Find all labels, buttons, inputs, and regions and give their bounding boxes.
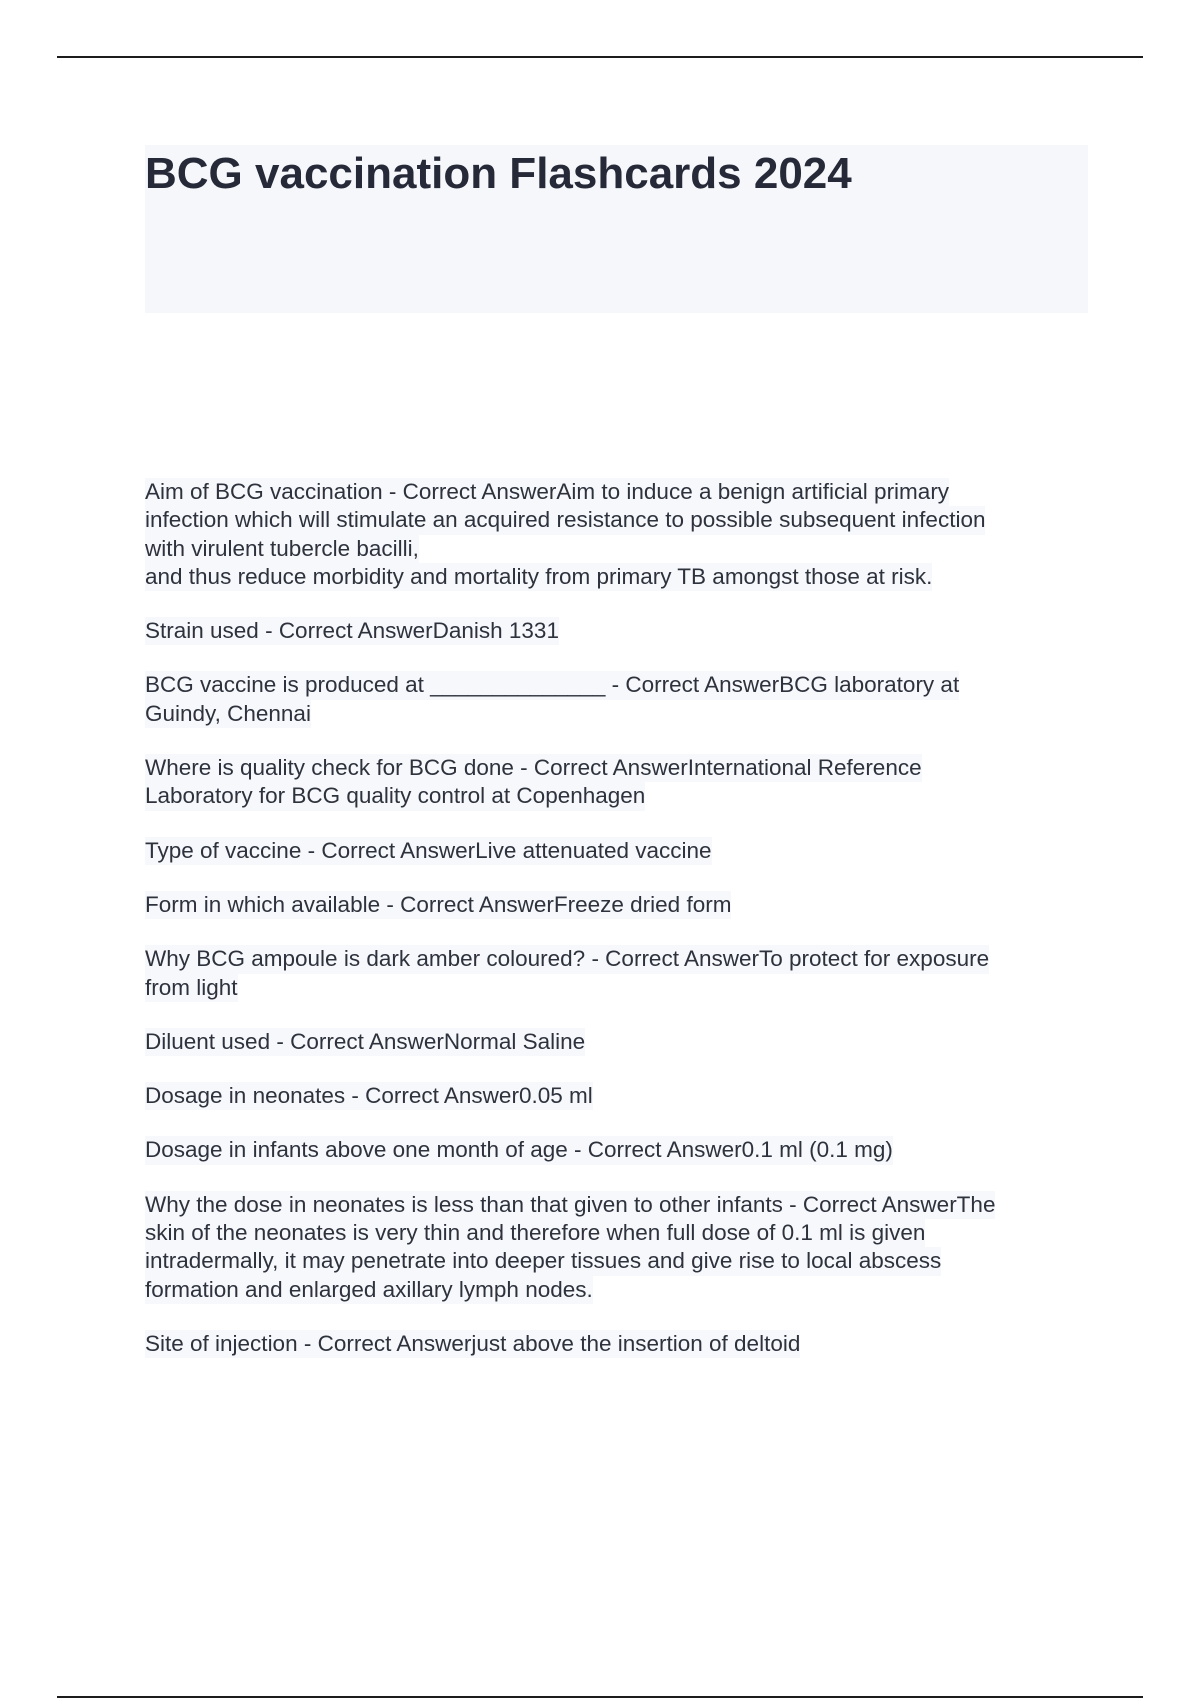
flashcard-line: Strain used - Correct AnswerDanish 1331 bbox=[145, 617, 559, 645]
flashcard-form bbox=[145, 891, 1075, 919]
flashcard-line: Why BCG ampoule is dark amber coloured? - Correct AnswerTo protect for exposure bbox=[145, 945, 989, 973]
flashcard-line: intradermally, it may penetrate into deeper tissues and give rise to local abscess bbox=[145, 1247, 941, 1275]
flashcard-line: and thus reduce morbidity and mortality from primary TB amongst those at risk. bbox=[145, 563, 932, 591]
flashcard-line: Form in which available - Correct AnswerFreeze dried form bbox=[145, 891, 731, 919]
bottom-divider bbox=[57, 1696, 1143, 1698]
flashcard-quality-check bbox=[145, 754, 1075, 811]
flashcard-vaccine-type bbox=[145, 837, 1075, 865]
flashcard-line: BCG vaccine is produced at ______________ - Correct AnswerBCG laboratory at bbox=[145, 671, 959, 699]
flashcard-diluent bbox=[145, 1028, 1075, 1056]
flashcard-line: Dosage in neonates - Correct Answer0.05 ml bbox=[145, 1082, 593, 1110]
flashcard-line: formation and enlarged axillary lymph nodes. bbox=[145, 1276, 593, 1304]
flashcard-line: with virulent tubercle bacilli, bbox=[145, 535, 419, 563]
flashcard-line: Guindy, Chennai bbox=[145, 700, 311, 728]
flashcard-line: skin of the neonates is very thin and therefore when full dose of 0.1 ml is given bbox=[145, 1219, 925, 1247]
flashcard-aim bbox=[145, 478, 1075, 591]
flashcard-line: Site of injection - Correct Answerjust above the insertion of deltoid bbox=[145, 1330, 800, 1358]
flashcard-line: Dosage in infants above one month of age - Correct Answer0.1 ml (0.1 mg) bbox=[145, 1136, 893, 1164]
flashcard-line: infection which will stimulate an acquired resistance to possible subsequent infection bbox=[145, 506, 985, 534]
flashcard-ampoule-colour bbox=[145, 945, 1075, 1002]
flashcard-dosage-infants bbox=[145, 1136, 1075, 1164]
top-divider bbox=[57, 56, 1143, 58]
flashcard-strain bbox=[145, 617, 1075, 645]
flashcard-line: Where is quality check for BCG done - Correct AnswerInternational Reference bbox=[145, 754, 922, 782]
flashcard-line: Why the dose in neonates is less than that given to other infants - Correct AnswerThe bbox=[145, 1191, 995, 1219]
flashcard-list bbox=[145, 478, 1075, 1384]
flashcard-produced-at bbox=[145, 671, 1075, 728]
flashcard-line: Diluent used - Correct AnswerNormal Saline bbox=[145, 1028, 585, 1056]
flashcard-line: Type of vaccine - Correct AnswerLive attenuated vaccine bbox=[145, 837, 712, 865]
flashcard-injection-site bbox=[145, 1330, 1075, 1358]
flashcard-line: from light bbox=[145, 974, 238, 1002]
flashcard-dose-difference bbox=[145, 1191, 1075, 1304]
flashcard-line: Aim of BCG vaccination - Correct AnswerAim to induce a benign artificial primary bbox=[145, 478, 949, 506]
document-title: BCG vaccination Flashcards 2024 bbox=[145, 149, 852, 198]
flashcard-line: Laboratory for BCG quality control at Copenhagen bbox=[145, 782, 645, 810]
flashcard-dosage-neonates bbox=[145, 1082, 1075, 1110]
